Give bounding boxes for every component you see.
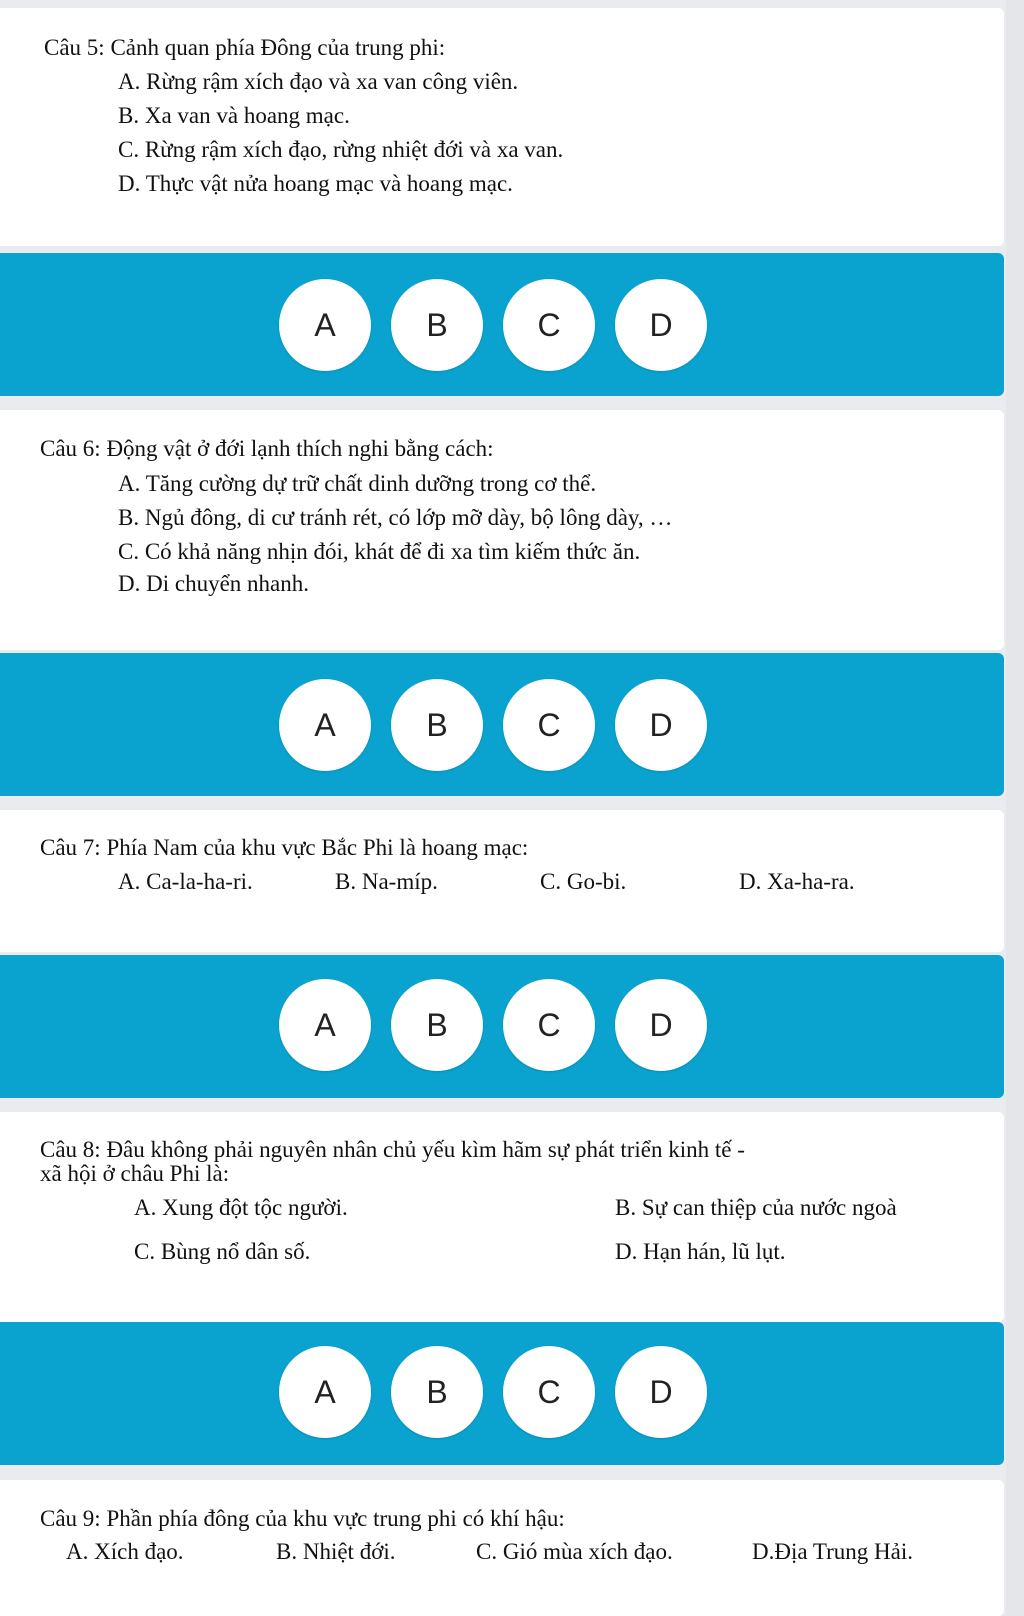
option-c: C. Bùng nổ dân số. [134,1239,311,1264]
answer-c-button[interactable]: C [503,1346,595,1438]
option-a: A. Xích đạo. [66,1539,184,1564]
option-d: D. Di chuyển nhanh. [118,571,309,596]
option-a: A. Xung đột tộc người. [134,1195,348,1220]
question-title: Câu 7: Phía Nam của khu vực Bắc Phi là hoang mạc: [40,835,529,860]
option-a: A. Tăng cường dự trữ chất dinh dưỡng trong cơ thể. [118,471,597,496]
answer-bar-5 [0,253,1004,396]
option-b: B. Sự can thiệp của nước ngoà [615,1195,897,1220]
answer-a-button[interactable]: A [279,679,371,771]
answer-d-button[interactable]: D [615,979,707,1071]
option-c: C. Rừng rậm xích đạo, rừng nhiệt đới và xa van. [118,137,564,162]
scrollbar-track[interactable] [1006,0,1024,1616]
option-b: B. Nhiệt đới. [276,1539,396,1564]
question-card-5 [0,8,1004,246]
question-card-7 [0,810,1004,952]
option-d: D. Thực vật nửa hoang mạc và hoang mạc. [118,171,513,196]
answer-d-button[interactable]: D [615,1346,707,1438]
option-c: C. Có khả năng nhịn đói, khát để đi xa tìm kiếm thức ăn. [118,539,641,564]
question-card-6 [0,410,1004,650]
answer-a-button[interactable]: A [279,1346,371,1438]
answer-bar-6 [0,653,1004,796]
answer-c-button[interactable]: C [503,279,595,371]
answer-d-button[interactable]: D [615,279,707,371]
question-title: Câu 9: Phần phía đông của khu vực trung phi có khí hậu: [40,1506,565,1531]
question-card-9 [0,1480,1004,1616]
option-a: A. Ca-la-ha-ri. [118,869,253,894]
answer-d-button[interactable]: D [615,679,707,771]
option-c: C. Go-bi. [540,869,627,894]
option-a: A. Rừng rậm xích đạo và xa van công viên. [118,69,519,94]
option-c: C. Gió mùa xích đạo. [476,1539,673,1564]
question-title-continued: xã hội ở châu Phi là: [40,1161,230,1186]
answer-bar-8 [0,1322,1004,1465]
answer-b-button[interactable]: B [391,1346,483,1438]
option-b: B. Na-míp. [335,869,438,894]
question-title: Câu 8: Đâu không phải nguyên nhân chủ yếu kìm hãm sự phát triển kinh tế - [40,1137,745,1162]
question-title: Câu 6: Động vật ở đới lạnh thích nghi bằng cách: [40,436,494,461]
option-b: B. Ngủ đông, di cư tránh rét, có lớp mỡ dày, bộ lông dày, … [118,505,673,530]
answer-c-button[interactable]: C [503,679,595,771]
option-b: B. Xa van và hoang mạc. [118,103,350,128]
answer-b-button[interactable]: B [391,979,483,1071]
answer-b-button[interactable]: B [391,679,483,771]
option-d: D. Xa-ha-ra. [739,869,855,894]
answer-b-button[interactable]: B [391,279,483,371]
answer-a-button[interactable]: A [279,979,371,1071]
answer-a-button[interactable]: A [279,279,371,371]
question-card-8 [0,1112,1004,1322]
answer-c-button[interactable]: C [503,979,595,1071]
option-d: D.Địa Trung Hải. [752,1539,914,1564]
question-title: Câu 5: Cảnh quan phía Đông của trung phi: [44,35,446,60]
option-d: D. Hạn hán, lũ lụt. [615,1239,786,1264]
answer-bar-7 [0,955,1004,1098]
